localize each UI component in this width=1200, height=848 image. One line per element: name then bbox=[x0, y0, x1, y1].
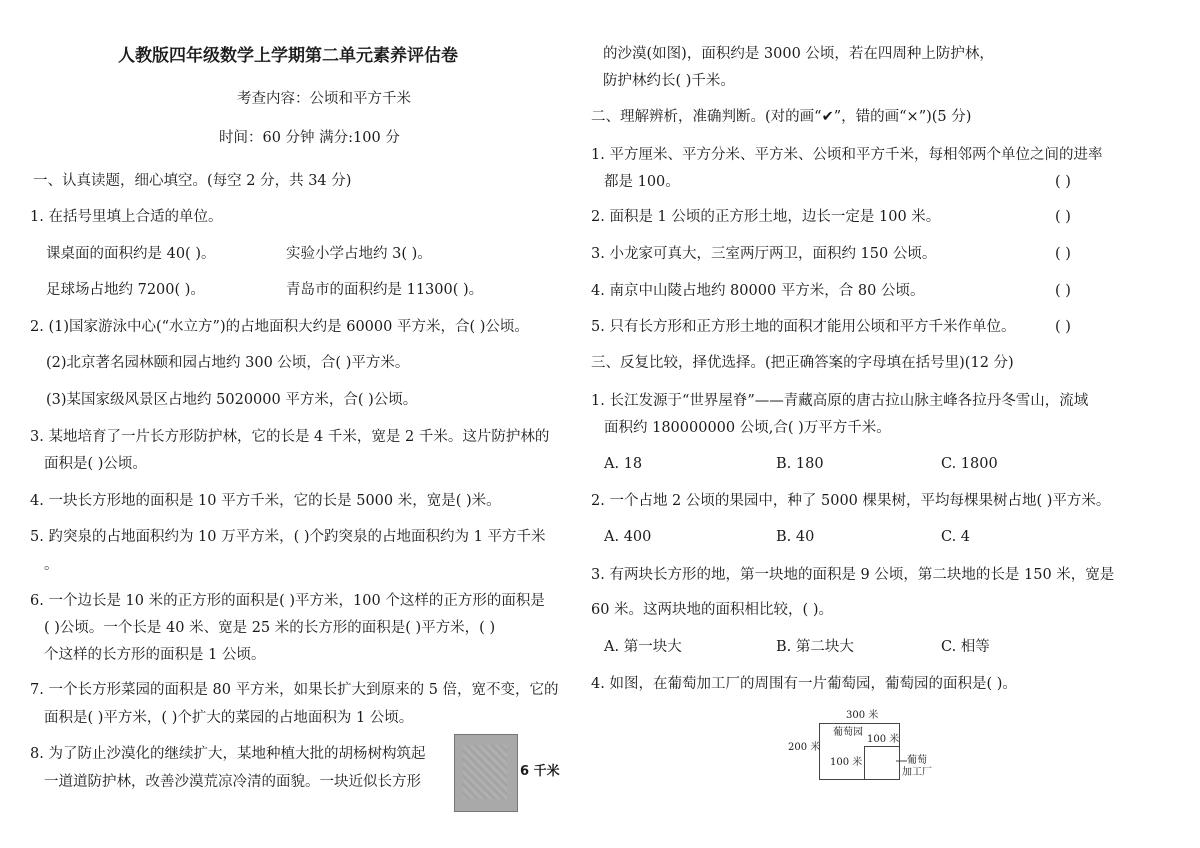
q3-3-option-a[interactable]: A. 第一块大 bbox=[604, 639, 682, 655]
q2-5: 5. 只有长方形和正方形土地的面积才能用公顷和平方千米作单位。 bbox=[591, 319, 1016, 335]
q3-1-line2: 面积约 180000000 公顷,合( )万平方千米。 bbox=[604, 420, 891, 436]
q3-2-option-a[interactable]: A. 400 bbox=[604, 529, 652, 545]
grape-figure-left-label: 200 米 bbox=[788, 742, 821, 753]
q1-1-a: 课桌面的面积约是 40( )。 bbox=[46, 246, 216, 262]
grape-factory-label-1: 葡萄 bbox=[907, 755, 927, 766]
q2-1-bracket[interactable]: ( ) bbox=[1055, 174, 1071, 190]
q2-2: 2. 面积是 1 公顷的正方形土地，边长一定是 100 米。 bbox=[591, 209, 941, 225]
q1-7-line2: 面积是( )平方米，( )个扩大的菜园的占地面积为 1 公顷。 bbox=[44, 710, 414, 726]
q3-2-option-c[interactable]: C. 4 bbox=[941, 529, 971, 545]
q1-1-d: 青岛市的面积约是 11300( )。 bbox=[286, 282, 484, 298]
q1-3-line1: 3. 某地培育了一片长方形防护林，它的长是 4 千米，宽是 2 千米。这片防护林的 bbox=[30, 429, 550, 445]
q3-1-option-a[interactable]: A. 18 bbox=[604, 456, 643, 472]
q1-8-line1: 8. 为了防止沙漠化的继续扩大，某地种植大批的胡杨树构筑起 bbox=[30, 746, 426, 762]
q2-3-bracket[interactable]: ( ) bbox=[1055, 246, 1071, 262]
section-3-heading: 三、反复比较，择优选择。(把正确答案的字母填在括号里)(12 分) bbox=[591, 355, 1014, 371]
q3-4: 4. 如图，在葡萄加工厂的周围有一片葡萄园，葡萄园的面积是( )。 bbox=[591, 676, 1017, 692]
q2-4: 4. 南京中山陵占地约 80000 平方米，合 80 公顷。 bbox=[591, 283, 925, 299]
q3-1-option-c[interactable]: C. 1800 bbox=[941, 456, 998, 472]
q1-2-1: 2. (1)国家游泳中心(“水立方”)的占地面积大约是 60000 平方米，合( )公顷。 bbox=[30, 319, 529, 335]
q2-2-bracket[interactable]: ( ) bbox=[1055, 209, 1071, 225]
page-title: 人教版四年级数学上学期第二单元素养评估卷 bbox=[118, 46, 458, 66]
q1-3-line2: 面积是( )公顷。 bbox=[44, 456, 147, 472]
time-score: 时间：60 分钟 满分:100 分 bbox=[219, 130, 400, 146]
q3-2-option-b[interactable]: B. 40 bbox=[776, 529, 815, 545]
q1-4: 4. 一块长方形地的面积是 10 平方千米，它的长是 5000 米，宽是( )米。 bbox=[30, 493, 501, 509]
section-2-heading: 二、理解辨析，准确判断。(对的画“✔”，错的画“×”)(5 分) bbox=[591, 109, 972, 125]
grape-garden-label: 葡萄园 bbox=[833, 727, 863, 738]
grape-factory-pointer bbox=[896, 758, 908, 764]
desert-label: 6 千米 bbox=[520, 764, 560, 779]
subtitle: 考查内容：公顷和平方千米 bbox=[237, 91, 411, 107]
q2-1-line2: 都是 100。 bbox=[604, 174, 680, 190]
q1-8-line3: 的沙漠(如图)，面积约是 3000 公顷，若在四周种上防护林， bbox=[603, 46, 994, 62]
grape-figure-inner-bottom-label: 100 米 bbox=[830, 757, 863, 768]
q3-2: 2. 一个占地 2 公顷的果园中，种了 5000 棵果树，平均每棵果树占地( )平方米。 bbox=[591, 493, 1111, 509]
q1-8-line4: 防护林约长( )千米。 bbox=[603, 73, 735, 89]
q2-5-bracket[interactable]: ( ) bbox=[1055, 319, 1071, 335]
q1-5-line1: 5. 趵突泉的占地面积约为 10 万平方米，( )个趵突泉的占地面积约为 1 平方千米 bbox=[30, 529, 546, 545]
desert-figure bbox=[454, 734, 518, 812]
q3-3-line1: 3. 有两块长方形的地，第一块地的面积是 9 公顷，第二块地的长是 150 米，宽是 bbox=[591, 567, 1115, 583]
grape-figure-inner-right-label: 100 米 bbox=[867, 734, 900, 745]
grape-factory-label-2: 加工厂 bbox=[902, 767, 932, 778]
q1-6-line1: 6. 一个边长是 10 米的正方形的面积是( )平方米，100 个这样的正方形的面积是 bbox=[30, 593, 545, 609]
q1-5-line2: 。 bbox=[44, 557, 59, 573]
q3-1-line1: 1. 长江发源于“世界屋脊”——青藏高原的唐古拉山脉主峰各拉丹冬雪山，流域 bbox=[591, 393, 1089, 409]
q1-8-line2: 一道道防护林，改善沙漠荒凉冷清的面貌。一块近似长方形 bbox=[44, 774, 421, 790]
q3-3-option-c[interactable]: C. 相等 bbox=[941, 639, 990, 655]
q1-1-c: 足球场占地约 7200( )。 bbox=[46, 282, 205, 298]
q1-2-2: (2)北京著名园林颐和园占地约 300 公顷，合( )平方米。 bbox=[46, 355, 410, 371]
grape-factory-box bbox=[864, 746, 900, 780]
q2-1-line1: 1. 平方厘米、平方分米、平方米、公顷和平方千米，每相邻两个单位之间的进率 bbox=[591, 147, 1103, 163]
q3-3-line2: 60 米。这两块地的面积相比较，( )。 bbox=[591, 602, 833, 618]
q1-1: 1. 在括号里填上合适的单位。 bbox=[30, 209, 223, 225]
q1-1-b: 实验小学占地约 3( )。 bbox=[286, 246, 432, 262]
q1-2-3: (3)某国家级风景区占地约 5020000 平方米，合( )公顷。 bbox=[46, 392, 418, 408]
q1-7-line1: 7. 一个长方形菜园的面积是 80 平方米，如果长扩大到原来的 5 倍，宽不变，它的 bbox=[30, 682, 559, 698]
grape-figure-top-label: 300 米 bbox=[846, 710, 879, 721]
q2-3: 3. 小龙家可真大，三室两厅两卫，面积约 150 公顷。 bbox=[591, 246, 937, 262]
section-1-heading: 一、认真读题，细心填空。(每空 2 分，共 34 分) bbox=[33, 173, 352, 189]
q1-6-line3: 个这样的长方形的面积是 1 公顷。 bbox=[44, 647, 266, 663]
q3-3-option-b[interactable]: B. 第二块大 bbox=[776, 639, 854, 655]
q1-6-line2: ( )公顷。一个长是 40 米、宽是 25 米的长方形的面积是( )平方米，( ) bbox=[44, 620, 496, 636]
q2-4-bracket[interactable]: ( ) bbox=[1055, 283, 1071, 299]
q3-1-option-b[interactable]: B. 180 bbox=[776, 456, 824, 472]
